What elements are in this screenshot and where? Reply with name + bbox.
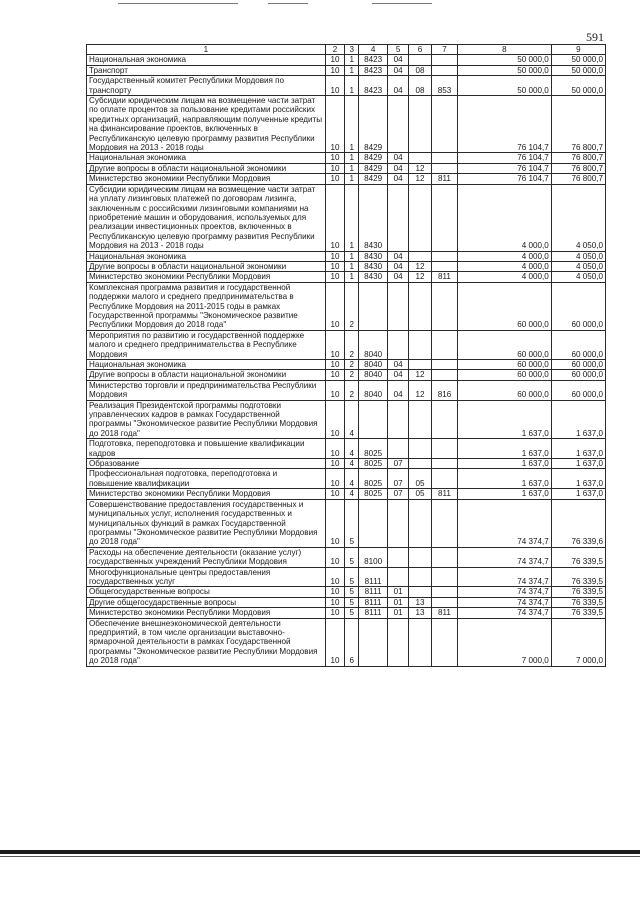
cell-program: 10: [325, 380, 345, 400]
cell-subsection: [409, 282, 432, 330]
cell-ministry: 811: [431, 174, 457, 184]
cell-subsection: [409, 360, 432, 370]
cell-name: Министерство экономики Республики Мордовия: [87, 174, 326, 184]
cell-subsection: [409, 567, 432, 587]
cell-ministry: [431, 65, 457, 75]
scan-bottom-edge: [0, 850, 640, 854]
cell-subsection: [409, 96, 432, 153]
cell-program: 10: [325, 76, 345, 96]
cell-subprogram: 2: [345, 282, 359, 330]
cell-ministry: [431, 184, 457, 251]
cell-sum-year-2: 76 339,5: [551, 587, 605, 597]
cell-sum-year-1: 74 374,7: [457, 547, 551, 567]
cell-ministry: [431, 163, 457, 173]
cell-ministry: [431, 96, 457, 153]
cell-target-code: 8430: [359, 261, 388, 271]
cell-subprogram: 6: [345, 618, 359, 666]
cell-target-code: 8430: [359, 251, 388, 261]
cell-section: 04: [388, 261, 409, 271]
cell-ministry: [431, 282, 457, 330]
cell-sum-year-2: 76 339,5: [551, 597, 605, 607]
cell-target-code: 8111: [359, 597, 388, 607]
cell-name: Субсидии юридическим лицам на возмещение части затрат на уплату лизинговых платежей по договорам лизинга, заключенным с российскими лизинговыми компаниями на приобретение машин и оборудования, используемых для реализации инвестиционных проектов, включенных в Республиканскую целевую программу развития Республики Мордовия на 2013 - 2018 годы: [87, 184, 326, 251]
header-cell-3: 3: [345, 45, 359, 55]
cell-subprogram: 4: [345, 439, 359, 459]
cell-subprogram: 1: [345, 55, 359, 65]
cell-sum-year-2: 1 637,0: [551, 469, 605, 489]
cell-name: Министерство экономики Республики Мордовия: [87, 272, 326, 282]
table-row: [87, 499, 606, 547]
cell-subsection: [409, 400, 432, 439]
cell-subprogram: 5: [345, 547, 359, 567]
cell-subprogram: 1: [345, 272, 359, 282]
cell-sum-year-1: 4 000,0: [457, 261, 551, 271]
cell-sum-year-1: 76 104,7: [457, 153, 551, 163]
cell-program: 10: [325, 251, 345, 261]
cell-name: Комплексная программа развития и государственной поддержки малого и среднего предпринимательства в Республике Мордовия на 2011-2015 годы в рамках Государственной программы "Экономическое развитие Республики Мордовия до 2018 года": [87, 282, 326, 330]
cell-sum-year-1: 7 000,0: [457, 618, 551, 666]
cell-sum-year-2: 4 050,0: [551, 261, 605, 271]
cell-program: 10: [325, 330, 345, 359]
cell-subsection: 13: [409, 597, 432, 607]
cell-subsection: 05: [409, 469, 432, 489]
cell-program: 10: [325, 370, 345, 380]
cell-sum-year-1: 1 637,0: [457, 469, 551, 489]
cell-target-code: 8423: [359, 65, 388, 75]
cell-target-code: 8423: [359, 76, 388, 96]
cell-name: Министерство экономики Республики Мордовия: [87, 489, 326, 499]
cell-sum-year-1: 76 104,7: [457, 96, 551, 153]
cell-target-code: 8025: [359, 469, 388, 489]
cell-name: Национальная экономика: [87, 360, 326, 370]
cell-sum-year-1: 76 104,7: [457, 163, 551, 173]
cell-target-code: 8040: [359, 370, 388, 380]
cell-sum-year-2: 50 000,0: [551, 76, 605, 96]
cell-subprogram: 4: [345, 459, 359, 469]
cell-sum-year-2: 60 000,0: [551, 330, 605, 359]
cell-name: Министерство торговли и предпринимательства Республики Мордовия: [87, 380, 326, 400]
cell-section: 04: [388, 65, 409, 75]
cell-name: Образование: [87, 459, 326, 469]
cell-subprogram: 2: [345, 370, 359, 380]
budget-table: [86, 44, 606, 667]
table-row: [87, 251, 606, 261]
cell-section: 04: [388, 272, 409, 282]
cell-subsection: [409, 153, 432, 163]
cell-subprogram: 2: [345, 360, 359, 370]
table-row: [87, 55, 606, 65]
table-row: [87, 439, 606, 459]
cell-section: 04: [388, 380, 409, 400]
cell-subprogram: 2: [345, 330, 359, 359]
table-row: [87, 153, 606, 163]
header-cell-6: 6: [409, 45, 432, 55]
cell-program: 10: [325, 96, 345, 153]
cell-subsection: [409, 184, 432, 251]
scan-bottom-line: [0, 856, 640, 857]
cell-target-code: 8429: [359, 96, 388, 153]
cell-name: Национальная экономика: [87, 55, 326, 65]
table-row: [87, 587, 606, 597]
table-row: [87, 330, 606, 359]
table-row: [87, 96, 606, 153]
cell-sum-year-1: 60 000,0: [457, 360, 551, 370]
cell-sum-year-1: 4 000,0: [457, 272, 551, 282]
cell-section: 01: [388, 597, 409, 607]
cell-section: 04: [388, 153, 409, 163]
cell-program: 10: [325, 489, 345, 499]
cell-target-code: 8423: [359, 55, 388, 65]
cell-subprogram: 1: [345, 76, 359, 96]
cell-ministry: [431, 597, 457, 607]
cell-section: [388, 567, 409, 587]
table-row: [87, 272, 606, 282]
cell-sum-year-1: 4 000,0: [457, 184, 551, 251]
cell-section: [388, 400, 409, 439]
cell-program: 10: [325, 153, 345, 163]
cell-program: 10: [325, 439, 345, 459]
header-cell-9: 9: [551, 45, 605, 55]
cell-name: Другие общегосударственные вопросы: [87, 597, 326, 607]
cell-program: 10: [325, 65, 345, 75]
cell-ministry: [431, 499, 457, 547]
cell-target-code: [359, 618, 388, 666]
cell-target-code: 8430: [359, 272, 388, 282]
cell-subsection: [409, 55, 432, 65]
cell-subsection: [409, 499, 432, 547]
cell-ministry: 853: [431, 76, 457, 96]
cell-sum-year-1: 1 637,0: [457, 489, 551, 499]
cell-subsection: 12: [409, 163, 432, 173]
cell-section: 07: [388, 459, 409, 469]
table-row: [87, 174, 606, 184]
cell-subsection: [409, 587, 432, 597]
cell-target-code: 8111: [359, 608, 388, 618]
cell-program: 10: [325, 360, 345, 370]
cell-target-code: 8429: [359, 174, 388, 184]
cell-sum-year-1: 50 000,0: [457, 76, 551, 96]
cell-program: 10: [325, 597, 345, 607]
table-row: [87, 489, 606, 499]
cell-program: 10: [325, 272, 345, 282]
cell-sum-year-1: 50 000,0: [457, 55, 551, 65]
cell-subsection: 08: [409, 65, 432, 75]
cell-sum-year-2: 7 000,0: [551, 618, 605, 666]
cell-subprogram: 1: [345, 261, 359, 271]
cell-ministry: [431, 370, 457, 380]
header-cell-7: 7: [431, 45, 457, 55]
cell-ministry: [431, 469, 457, 489]
cell-sum-year-2: 4 050,0: [551, 272, 605, 282]
cell-target-code: 8429: [359, 163, 388, 173]
cell-sum-year-2: 76 339,5: [551, 567, 605, 587]
cell-target-code: 8040: [359, 330, 388, 359]
cell-ministry: 811: [431, 272, 457, 282]
cell-subsection: 05: [409, 489, 432, 499]
cell-ministry: 811: [431, 489, 457, 499]
cell-subprogram: 1: [345, 174, 359, 184]
table-row: [87, 567, 606, 587]
cell-target-code: 8111: [359, 587, 388, 597]
cell-sum-year-1: 74 374,7: [457, 587, 551, 597]
table-row: [87, 163, 606, 173]
cell-sum-year-2: 60 000,0: [551, 380, 605, 400]
cell-ministry: [431, 360, 457, 370]
cell-sum-year-2: 76 800,7: [551, 96, 605, 153]
cell-section: 04: [388, 76, 409, 96]
table-row: [87, 380, 606, 400]
cell-sum-year-2: 60 000,0: [551, 370, 605, 380]
cell-section: 04: [388, 251, 409, 261]
cell-subsection: 12: [409, 261, 432, 271]
cell-subprogram: 1: [345, 153, 359, 163]
cell-sum-year-2: 4 050,0: [551, 251, 605, 261]
cell-program: 10: [325, 608, 345, 618]
cell-subsection: [409, 330, 432, 359]
cell-sum-year-2: 1 637,0: [551, 439, 605, 459]
cell-program: 10: [325, 587, 345, 597]
cell-sum-year-2: 76 339,5: [551, 547, 605, 567]
table-row: [87, 76, 606, 96]
cell-sum-year-2: 1 637,0: [551, 459, 605, 469]
cell-subsection: 08: [409, 76, 432, 96]
cell-program: 10: [325, 469, 345, 489]
cell-target-code: 8025: [359, 439, 388, 459]
cell-subprogram: 4: [345, 400, 359, 439]
cell-section: 07: [388, 469, 409, 489]
cell-program: 10: [325, 499, 345, 547]
cell-sum-year-2: 76 339,5: [551, 608, 605, 618]
cell-target-code: 8430: [359, 184, 388, 251]
cell-sum-year-2: 76 800,7: [551, 174, 605, 184]
cell-ministry: [431, 547, 457, 567]
cell-sum-year-1: 74 374,7: [457, 597, 551, 607]
cell-target-code: 8040: [359, 380, 388, 400]
table-body: [87, 55, 606, 666]
cell-sum-year-2: 1 637,0: [551, 489, 605, 499]
table-row: [87, 597, 606, 607]
cell-program: 10: [325, 55, 345, 65]
cell-name: Подготовка, переподготовка и повышение квалификации кадров: [87, 439, 326, 459]
cell-sum-year-1: 50 000,0: [457, 65, 551, 75]
cell-target-code: [359, 282, 388, 330]
table-row: [87, 184, 606, 251]
header-cell-5: 5: [388, 45, 409, 55]
cell-ministry: [431, 261, 457, 271]
header-cell-2: 2: [325, 45, 345, 55]
cell-subprogram: 5: [345, 567, 359, 587]
cell-name: Совершенствование предоставления государственных и муниципальных услуг, исполнения государственных и муниципальных функций в рамках Государственной программы "Экономическое развитие Республики Мордовия до 2018 года": [87, 499, 326, 547]
cell-ministry: 816: [431, 380, 457, 400]
table-row: [87, 282, 606, 330]
cell-section: 04: [388, 174, 409, 184]
cell-sum-year-1: 74 374,7: [457, 608, 551, 618]
table-row: [87, 261, 606, 271]
cell-section: 04: [388, 370, 409, 380]
cell-sum-year-1: 76 104,7: [457, 174, 551, 184]
page-number: 591: [586, 30, 604, 44]
cell-ministry: 811: [431, 608, 457, 618]
cell-name: Субсидии юридическим лицам на возмещение части затрат по оплате процентов за пользование кредитами российских кредитных организаций, направляющим полученные кредиты на финансирование проектов, включенных в Республиканскую целевую программу развития Республики Мордовия на 2013 - 2018 годы: [87, 96, 326, 153]
cell-sum-year-1: 1 637,0: [457, 439, 551, 459]
cell-subsection: [409, 547, 432, 567]
cell-name: Другие вопросы в области национальной экономики: [87, 261, 326, 271]
cell-name: Расходы на обеспечение деятельности (оказание услуг) государственных учреждений Республики Мордовия: [87, 547, 326, 567]
cell-subprogram: 5: [345, 499, 359, 547]
cell-section: 01: [388, 608, 409, 618]
cell-sum-year-1: 4 000,0: [457, 251, 551, 261]
cell-section: [388, 618, 409, 666]
cell-ministry: [431, 587, 457, 597]
cell-subsection: [409, 251, 432, 261]
cell-name: Мероприятия по развитию и государственной поддержке малого и среднего предпринимательства в Республике Мордовия: [87, 330, 326, 359]
cell-program: 10: [325, 400, 345, 439]
header-cell-1: 1: [87, 45, 326, 55]
cell-ministry: [431, 618, 457, 666]
cell-section: 01: [388, 587, 409, 597]
cell-target-code: 8429: [359, 153, 388, 163]
cell-sum-year-1: 60 000,0: [457, 330, 551, 359]
cell-section: [388, 330, 409, 359]
header-cell-8: 8: [457, 45, 551, 55]
table-row: [87, 618, 606, 666]
table-row: [87, 459, 606, 469]
cell-target-code: 8111: [359, 567, 388, 587]
cell-sum-year-2: 60 000,0: [551, 360, 605, 370]
cell-target-code: [359, 400, 388, 439]
table-header-row: [87, 45, 606, 55]
cell-program: 10: [325, 459, 345, 469]
cell-ministry: [431, 330, 457, 359]
cell-subsection: 12: [409, 380, 432, 400]
cell-subsection: 12: [409, 174, 432, 184]
cell-section: [388, 96, 409, 153]
cell-sum-year-1: 60 000,0: [457, 370, 551, 380]
cell-sum-year-2: 76 800,7: [551, 163, 605, 173]
cell-sum-year-1: 1 637,0: [457, 459, 551, 469]
table-row: [87, 370, 606, 380]
scan-top-marks: [0, 0, 640, 8]
cell-name: Другие вопросы в области национальной экономики: [87, 370, 326, 380]
cell-section: 07: [388, 489, 409, 499]
cell-subsection: [409, 618, 432, 666]
cell-name: Общегосударственные вопросы: [87, 587, 326, 597]
cell-sum-year-1: 60 000,0: [457, 380, 551, 400]
cell-subprogram: 5: [345, 608, 359, 618]
cell-sum-year-1: 74 374,7: [457, 499, 551, 547]
cell-section: 04: [388, 55, 409, 65]
cell-subsection: 12: [409, 272, 432, 282]
table-row: [87, 547, 606, 567]
cell-name: Другие вопросы в области национальной экономики: [87, 163, 326, 173]
cell-subprogram: 5: [345, 597, 359, 607]
cell-ministry: [431, 400, 457, 439]
cell-sum-year-2: 60 000,0: [551, 282, 605, 330]
header-cell-4: 4: [359, 45, 388, 55]
cell-name: Многофункциональные центры предоставления государственных услуг: [87, 567, 326, 587]
cell-target-code: 8025: [359, 459, 388, 469]
cell-subprogram: 2: [345, 380, 359, 400]
cell-ministry: [431, 567, 457, 587]
cell-section: 04: [388, 163, 409, 173]
cell-program: 10: [325, 567, 345, 587]
cell-name: Транспорт: [87, 65, 326, 75]
cell-program: 10: [325, 163, 345, 173]
cell-ministry: [431, 55, 457, 65]
cell-program: 10: [325, 547, 345, 567]
table-row: [87, 469, 606, 489]
cell-name: Национальная экономика: [87, 251, 326, 261]
cell-name: Министерство экономики Республики Мордовия: [87, 608, 326, 618]
cell-subprogram: 1: [345, 96, 359, 153]
cell-name: Профессиональная подготовка, переподготовка и повышение квалификации: [87, 469, 326, 489]
cell-subsection: 13: [409, 608, 432, 618]
cell-program: 10: [325, 282, 345, 330]
cell-ministry: [431, 251, 457, 261]
cell-subprogram: 1: [345, 163, 359, 173]
cell-sum-year-2: 1 637,0: [551, 400, 605, 439]
cell-sum-year-1: 1 637,0: [457, 400, 551, 439]
cell-name: Национальная экономика: [87, 153, 326, 163]
cell-sum-year-2: 76 339,6: [551, 499, 605, 547]
table-row: [87, 360, 606, 370]
table-row: [87, 400, 606, 439]
cell-program: 10: [325, 184, 345, 251]
cell-sum-year-2: 50 000,0: [551, 55, 605, 65]
cell-subprogram: 4: [345, 469, 359, 489]
cell-subsection: 12: [409, 370, 432, 380]
cell-target-code: 8025: [359, 489, 388, 499]
cell-program: 10: [325, 174, 345, 184]
table-row: [87, 608, 606, 618]
cell-name: Государственный комитет Республики Мордовия по транспорту: [87, 76, 326, 96]
cell-ministry: [431, 459, 457, 469]
cell-sum-year-2: 4 050,0: [551, 184, 605, 251]
cell-section: [388, 499, 409, 547]
table-row: [87, 65, 606, 75]
cell-sum-year-1: 60 000,0: [457, 282, 551, 330]
cell-section: [388, 282, 409, 330]
cell-ministry: [431, 439, 457, 459]
cell-subsection: [409, 439, 432, 459]
cell-subsection: [409, 459, 432, 469]
cell-name: Обеспечение внешнеэкономической деятельности предприятий, в том числе организации выставочно-ярмарочной деятельности в рамках Государственной программы "Экономическое развитие Республики Мордовия до 2018 года": [87, 618, 326, 666]
cell-program: 10: [325, 261, 345, 271]
cell-section: 04: [388, 360, 409, 370]
cell-subprogram: 1: [345, 65, 359, 75]
cell-section: [388, 547, 409, 567]
cell-subprogram: 4: [345, 489, 359, 499]
cell-target-code: 8040: [359, 360, 388, 370]
cell-name: Реализация Президентской программы подготовки управленческих кадров в рамках Государственной программы "Экономическое развитие Республики Мордовия до 2018 года": [87, 400, 326, 439]
cell-section: [388, 184, 409, 251]
cell-ministry: [431, 153, 457, 163]
cell-sum-year-1: 74 374,7: [457, 567, 551, 587]
cell-sum-year-2: 50 000,0: [551, 65, 605, 75]
cell-target-code: [359, 499, 388, 547]
cell-sum-year-2: 76 800,7: [551, 153, 605, 163]
cell-subprogram: 1: [345, 184, 359, 251]
cell-program: 10: [325, 618, 345, 666]
cell-target-code: 8100: [359, 547, 388, 567]
cell-subprogram: 1: [345, 251, 359, 261]
cell-section: [388, 439, 409, 459]
cell-subprogram: 5: [345, 587, 359, 597]
